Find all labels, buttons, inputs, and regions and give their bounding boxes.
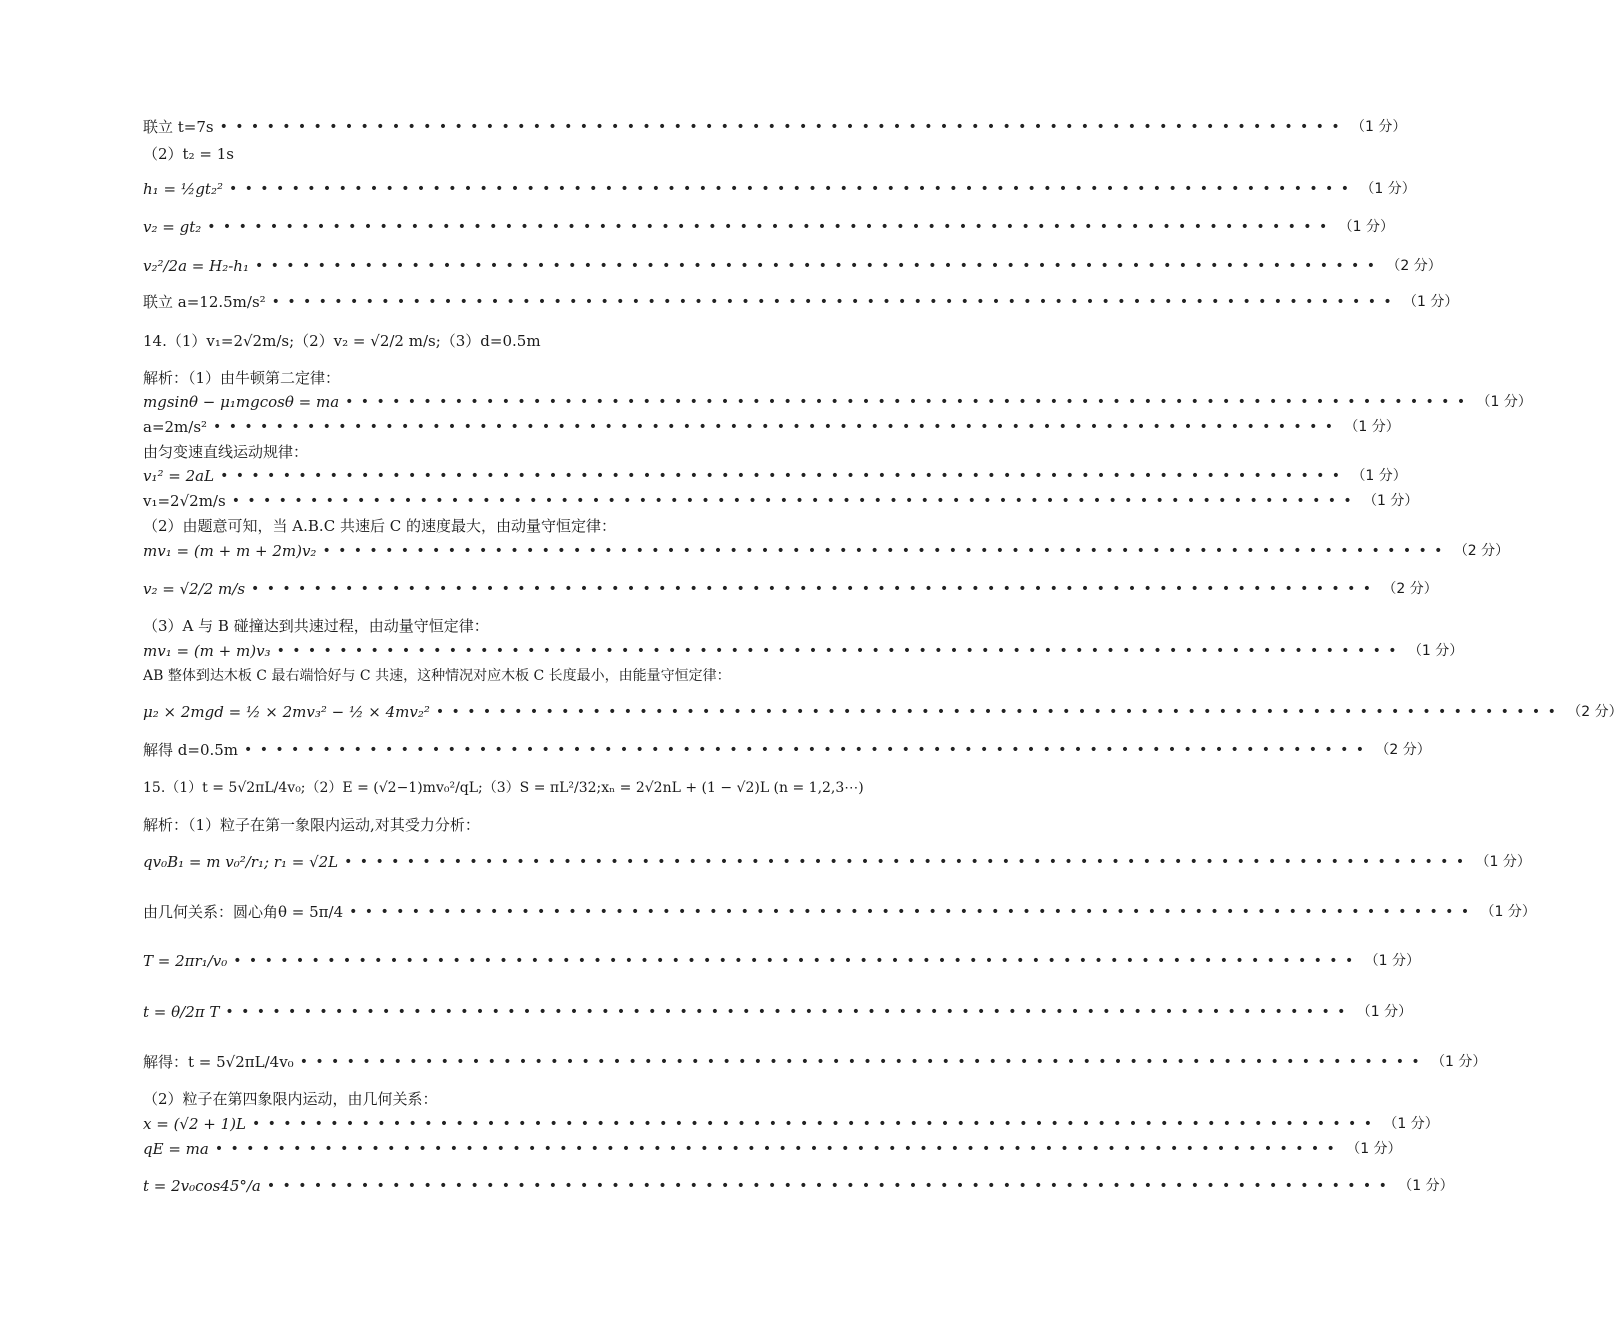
- solution-line: [143, 179, 1416, 199]
- leader-dots: ••••••••••••••••••••••••••••••••••••••••••••••••••••••••••••••••••••••••: [266, 1178, 1395, 1194]
- solution-line: [143, 951, 1420, 971]
- solution-line: [143, 852, 1531, 872]
- line-expression: 由匀变速直线运动规律：: [143, 443, 309, 461]
- solution-line: [143, 417, 1400, 437]
- score-label: （1 分）: [1356, 1004, 1413, 1020]
- leader-dots: ••••••••••••••••••••••••••••••••••••••••••••••••••••••••••••••••••••••••: [251, 1116, 1380, 1132]
- line-expression: qv₀B₁ = m v₀²/r₁; r₁ = √2L: [143, 853, 339, 871]
- line-expression: （2）由题意可知，当 A.B.C 共速后 C 的速度最大，由动量守恒定律：: [143, 517, 616, 535]
- solution-line: [143, 1139, 1402, 1159]
- score-label: （2 分）: [1382, 581, 1438, 597]
- solution-line: [143, 1114, 1439, 1134]
- solution-line: [143, 117, 1407, 137]
- leader-dots: ••••••••••••••••••••••••••••••••••••••••••••••••••••••••••••••••••••••••: [244, 742, 1372, 758]
- leader-dots: ••••••••••••••••••••••••••••••••••••••••••••••••••••••••••••••••••••••••: [228, 181, 1357, 197]
- score-label: （2 分）: [1453, 543, 1510, 559]
- line-expression: mv₁ = (m + m + 2m)v₂: [143, 542, 317, 560]
- line-expression: v₂²/2a = H₂-h₁: [143, 257, 249, 275]
- leader-dots: ••••••••••••••••••••••••••••••••••••••••••••••••••••••••••••••••••••••••: [435, 704, 1564, 720]
- line-expression: 联立 t=7s: [143, 118, 214, 136]
- solution-line: [143, 702, 1623, 722]
- line-expression: 联立 a=12.5m/s²: [143, 293, 266, 311]
- line-expression: mv₁ = (m + m)v₃: [143, 642, 271, 660]
- score-label: （1 分）: [1403, 294, 1459, 310]
- leader-dots: ••••••••••••••••••••••••••••••••••••••••••••••••••••••••••••••••••••••••: [225, 1004, 1353, 1020]
- line-expression: （3）A 与 B 碰撞达到共速过程，由动量守恒定律：: [143, 617, 489, 635]
- question-answer-15: [143, 778, 864, 798]
- solution-line: [143, 641, 1464, 661]
- solution-line: [143, 392, 1532, 412]
- solution-line: [143, 292, 1459, 312]
- line-expression: v₂ = gt₂: [143, 218, 202, 236]
- line-expression: v₁=2√2m/s: [143, 492, 226, 510]
- leader-dots: ••••••••••••••••••••••••••••••••••••••••••••••••••••••••••••••••••••••••: [344, 854, 1472, 870]
- solution-line: [143, 1002, 1413, 1022]
- line-expression: x = (√2 + 1)L: [143, 1115, 246, 1133]
- leader-dots: ••••••••••••••••••••••••••••••••••••••••••••••••••••••••••••••••••••••••: [233, 953, 1361, 969]
- solution-line: [143, 1052, 1487, 1072]
- line-expression: v₁² = 2aL: [143, 467, 215, 485]
- line-expression: 解析：（1）粒子在第一象限内运动,对其受力分析：: [143, 816, 480, 834]
- line-expression: μ₂ × 2mgd = ½ × 2mv₃² − ½ × 4mv₂²: [143, 703, 430, 721]
- score-label: （1 分）: [1363, 493, 1419, 509]
- score-label: （1 分）: [1338, 219, 1394, 235]
- line-expression: mgsinθ − μ₁mgcosθ = ma: [143, 393, 340, 411]
- line-expression: 解得：t = 5√2πL/4v₀: [143, 1053, 294, 1071]
- line-expression: AB 整体到达木板 C 最右端恰好与 C 共速，这种情况对应木板 C 长度最小，由能量守恒定律：: [143, 668, 731, 684]
- leader-dots: ••••••••••••••••••••••••••••••••••••••••••••••••••••••••••••••••••••••••: [345, 394, 1473, 410]
- score-label: （1 分）: [1475, 854, 1531, 870]
- leader-dots: ••••••••••••••••••••••••••••••••••••••••••••••••••••••••••••••••••••••••: [349, 904, 1477, 920]
- solution-line: [143, 815, 807, 835]
- line-expression: 解得 d=0.5m: [143, 741, 239, 759]
- leader-dots: ••••••••••••••••••••••••••••••••••••••••••••••••••••••••••••••••••••••••: [276, 643, 1404, 659]
- score-label: （1 分）: [1476, 394, 1532, 410]
- solution-line: [143, 616, 807, 636]
- leader-dots: ••••••••••••••••••••••••••••••••••••••••••••••••••••••••••••••••••••••••: [322, 543, 1450, 559]
- leader-dots: ••••••••••••••••••••••••••••••••••••••••••••••••••••••••••••••••••••••••: [254, 258, 1383, 274]
- solution-line: [143, 466, 1407, 486]
- score-label: （2 分）: [1375, 742, 1431, 758]
- leader-dots: ••••••••••••••••••••••••••••••••••••••••••••••••••••••••••••••••••••••••: [207, 219, 1335, 235]
- line-expression: qE = ma: [143, 1140, 209, 1158]
- line-expression: 15.（1）t = 5√2πL/4v₀;（2）E = (√2−1)mv₀²/qL;（3）S = πL²/32;xₙ = 2√2nL + (1 − √2)L (n = 1,2,3⋯): [143, 780, 864, 796]
- solution-line: [143, 740, 1431, 760]
- solution-line: [143, 1176, 1454, 1196]
- leader-dots: ••••••••••••••••••••••••••••••••••••••••••••••••••••••••••••••••••••••••: [231, 493, 1360, 509]
- leader-dots: ••••••••••••••••••••••••••••••••••••••••••••••••••••••••••••••••••••••••: [214, 1141, 1343, 1157]
- line-expression: （2）t₂ = 1s: [143, 145, 234, 163]
- score-label: （1 分）: [1350, 119, 1407, 135]
- line-expression: （2）粒子在第四象限内运动，由几何关系：: [143, 1090, 438, 1108]
- score-label: （1 分）: [1344, 419, 1400, 435]
- line-expression: a=2m/s²: [143, 418, 208, 436]
- leader-dots: ••••••••••••••••••••••••••••••••••••••••••••••••••••••••••••••••••••••••: [219, 119, 1347, 135]
- line-expression: t = 2v₀cos45°/a: [143, 1177, 261, 1195]
- question-answer-14: [143, 331, 807, 351]
- solution-line: [143, 1089, 807, 1109]
- solution-line: [143, 541, 1510, 561]
- line-expression: T = 2πr₁/v₀: [143, 952, 228, 970]
- leader-dots: ••••••••••••••••••••••••••••••••••••••••••••••••••••••••••••••••••••••••: [251, 581, 1379, 597]
- line-expression: v₂ = √2/2 m/s: [143, 580, 246, 598]
- solution-line: [143, 491, 1419, 511]
- leader-dots: ••••••••••••••••••••••••••••••••••••••••••••••••••••••••••••••••••••••••: [213, 419, 1341, 435]
- line-expression: 解析：（1）由牛顿第二定律：: [143, 369, 341, 387]
- solution-line: [143, 256, 1442, 276]
- line-expression: t = θ/2π T: [143, 1003, 220, 1021]
- score-label: （1 分）: [1360, 181, 1416, 197]
- score-label: （1 分）: [1364, 953, 1420, 969]
- leader-dots: ••••••••••••••••••••••••••••••••••••••••••••••••••••••••••••••••••••••••: [299, 1054, 1428, 1070]
- score-label: （1 分）: [1431, 1054, 1487, 1070]
- leader-dots: ••••••••••••••••••••••••••••••••••••••••••••••••••••••••••••••••••••••••: [220, 468, 1348, 484]
- solution-line: [143, 144, 807, 164]
- score-label: （1 分）: [1480, 904, 1536, 920]
- score-label: （1 分）: [1407, 643, 1464, 659]
- solution-line: [143, 442, 807, 462]
- score-label: （1 分）: [1383, 1116, 1439, 1132]
- line-expression: 由几何关系：圆心角θ = 5π/4: [143, 903, 344, 921]
- line-expression: 14.（1）v₁=2√2m/s;（2）v₂ = √2/2 m/s;（3）d=0.5m: [143, 332, 541, 350]
- solution-line: [143, 666, 807, 686]
- leader-dots: ••••••••••••••••••••••••••••••••••••••••••••••••••••••••••••••••••••••••: [271, 294, 1400, 310]
- score-label: （2 分）: [1386, 258, 1442, 274]
- solution-line: [143, 579, 1438, 599]
- solution-line: [143, 217, 1394, 237]
- solution-line: [143, 368, 807, 388]
- solution-line: [143, 902, 1536, 922]
- score-label: （1 分）: [1346, 1141, 1402, 1157]
- solution-line: [143, 516, 807, 536]
- line-expression: h₁ = ½gt₂²: [143, 180, 223, 198]
- score-label: （1 分）: [1351, 468, 1407, 484]
- score-label: （2 分）: [1567, 704, 1623, 720]
- score-label: （1 分）: [1398, 1178, 1454, 1194]
